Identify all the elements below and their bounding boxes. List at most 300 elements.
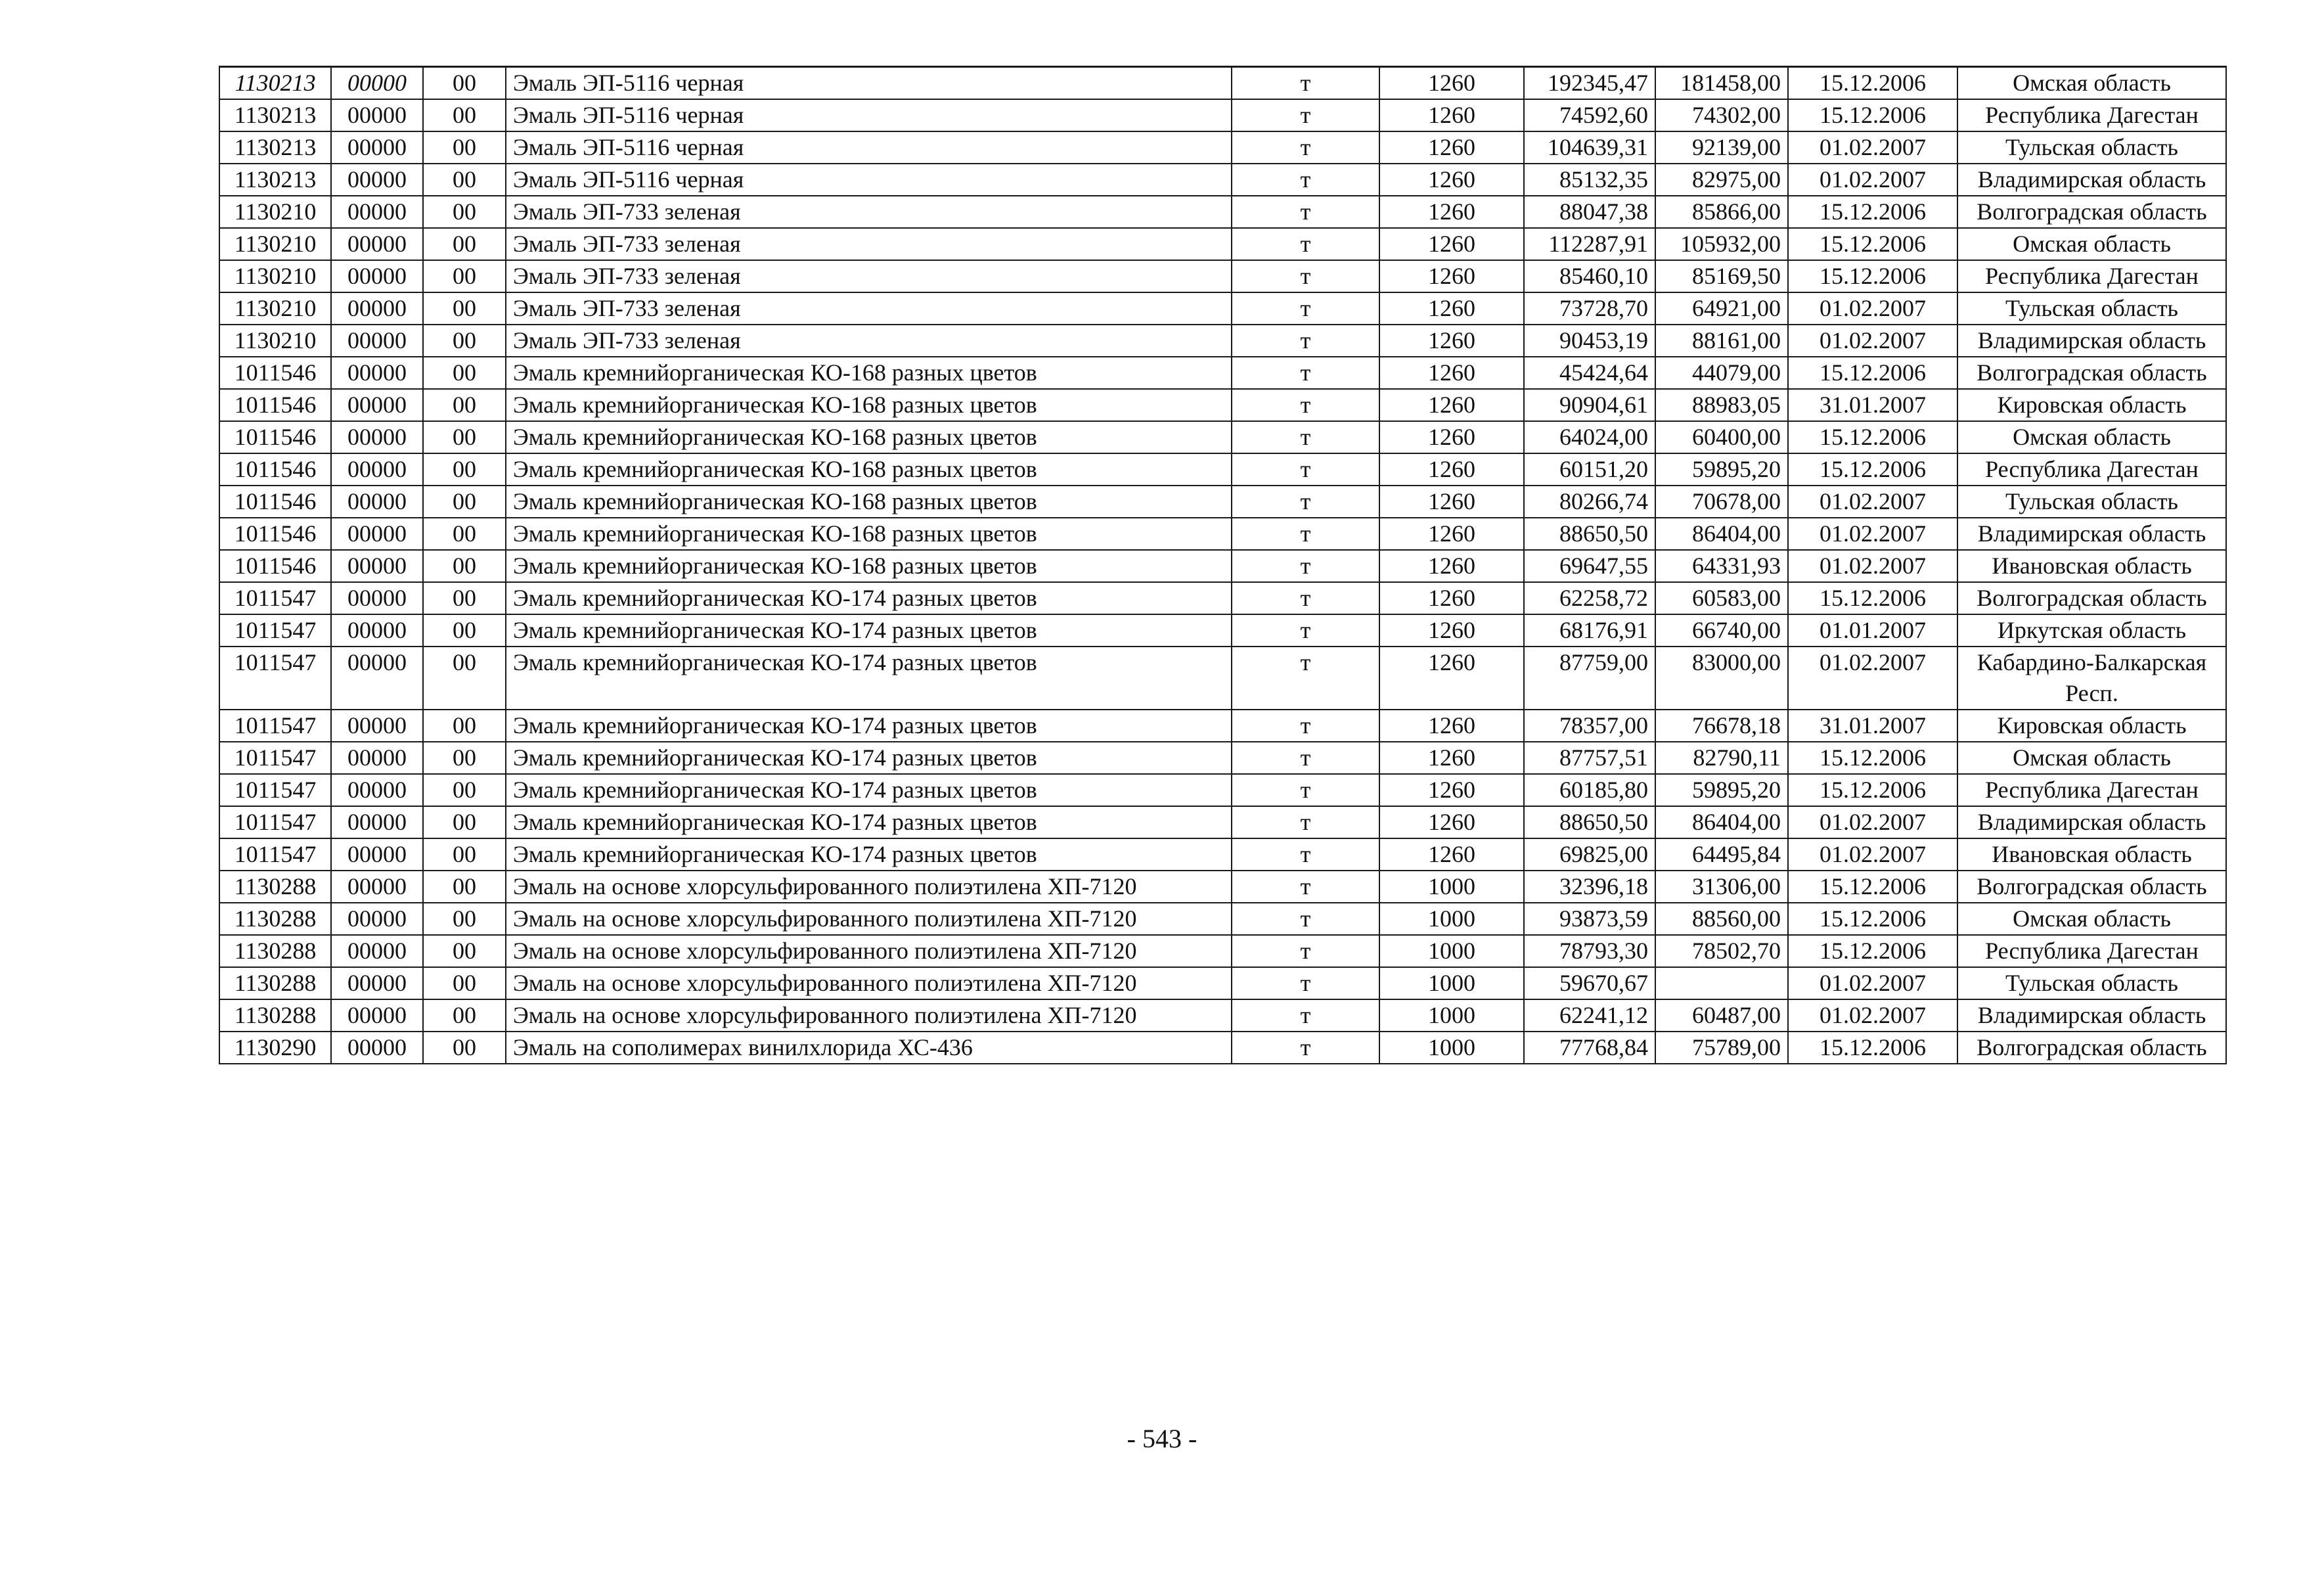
price-cell: 64024,00 [1524,421,1655,453]
price-cell: 32396,18 [1524,871,1655,903]
table-row [219,935,2226,967]
subcode-cell: 00000 [331,99,423,131]
price-cell: 86404,00 [1655,518,1788,550]
date-cell: 15.12.2006 [1788,742,1957,774]
date-cell: 01.02.2007 [1788,806,1957,838]
table-row [219,582,2226,614]
table-row [219,903,2226,935]
quantity-cell: 1000 [1379,935,1524,967]
item-code-cell: 1011547 [219,838,331,871]
price-cell: 181458,00 [1655,67,1788,100]
unit-cell: т [1232,453,1379,486]
price-cell: 59670,67 [1524,967,1655,999]
item-code-cell: 1011547 [219,582,331,614]
region-cell: Омская область [1957,228,2226,260]
subcode2-cell: 00 [423,67,506,100]
quantity-cell: 1000 [1379,967,1524,999]
quantity-cell: 1260 [1379,647,1524,710]
material-name-cell: Эмаль кремнийорганическая КО-168 разных цветов [506,453,1232,486]
subcode2-cell: 00 [423,292,506,325]
subcode2-cell: 00 [423,518,506,550]
item-code-cell: 1130210 [219,292,331,325]
subcode2-cell: 00 [423,774,506,806]
subcode-cell: 00000 [331,1032,423,1064]
unit-cell: т [1232,582,1379,614]
table-row [219,67,2226,100]
material-name-cell: Эмаль кремнийорганическая КО-168 разных цветов [506,357,1232,389]
table-row [219,99,2226,131]
subcode-cell: 00000 [331,164,423,196]
region-cell: Тульская область [1957,131,2226,164]
unit-cell: т [1232,260,1379,292]
date-cell: 15.12.2006 [1788,196,1957,228]
unit-cell: т [1232,99,1379,131]
quantity-cell: 1260 [1379,421,1524,453]
price-cell: 69825,00 [1524,838,1655,871]
date-cell: 15.12.2006 [1788,260,1957,292]
date-cell: 01.02.2007 [1788,518,1957,550]
subcode2-cell: 00 [423,903,506,935]
subcode2-cell: 00 [423,453,506,486]
region-cell: Омская область [1957,742,2226,774]
region-cell: Кабардино-Балкарская Респ. [1957,647,2226,710]
table-row [219,871,2226,903]
date-cell: 15.12.2006 [1788,67,1957,100]
subcode-cell: 00000 [331,196,423,228]
region-cell: Омская область [1957,421,2226,453]
price-cell: 82790,11 [1655,742,1788,774]
item-code-cell: 1011547 [219,710,331,742]
region-cell: Кировская область [1957,710,2226,742]
subcode2-cell: 00 [423,486,506,518]
subcode2-cell: 00 [423,1032,506,1064]
item-code-cell: 1130288 [219,903,331,935]
region-cell: Республика Дагестан [1957,935,2226,967]
date-cell: 31.01.2007 [1788,389,1957,421]
subcode2-cell: 00 [423,228,506,260]
date-cell: 15.12.2006 [1788,228,1957,260]
material-name-cell: Эмаль кремнийорганическая КО-174 разных цветов [506,742,1232,774]
quantity-cell: 1260 [1379,486,1524,518]
date-cell: 01.02.2007 [1788,164,1957,196]
subcode-cell: 00000 [331,453,423,486]
quantity-cell: 1260 [1379,838,1524,871]
subcode2-cell: 00 [423,935,506,967]
quantity-cell: 1260 [1379,67,1524,100]
quantity-cell: 1260 [1379,196,1524,228]
quantity-cell: 1260 [1379,228,1524,260]
date-cell: 01.02.2007 [1788,647,1957,710]
quantity-cell: 1260 [1379,582,1524,614]
item-code-cell: 1011547 [219,774,331,806]
region-cell: Ивановская область [1957,550,2226,582]
date-cell: 15.12.2006 [1788,935,1957,967]
price-cell: 77768,84 [1524,1032,1655,1064]
unit-cell: т [1232,647,1379,710]
table-row [219,742,2226,774]
material-name-cell: Эмаль на основе хлорсульфированного полиэтилена ХП-7120 [506,967,1232,999]
price-cell: 85169,50 [1655,260,1788,292]
price-cell: 88047,38 [1524,196,1655,228]
subcode2-cell: 00 [423,260,506,292]
region-cell: Тульская область [1957,292,2226,325]
quantity-cell: 1000 [1379,1032,1524,1064]
region-cell: Омская область [1957,903,2226,935]
subcode-cell: 00000 [331,774,423,806]
unit-cell: т [1232,196,1379,228]
date-cell: 01.02.2007 [1788,550,1957,582]
quantity-cell: 1260 [1379,774,1524,806]
subcode2-cell: 00 [423,131,506,164]
table-row [219,838,2226,871]
price-cell: 80266,74 [1524,486,1655,518]
subcode2-cell: 00 [423,999,506,1032]
subcode-cell: 00000 [331,550,423,582]
material-name-cell: Эмаль на сополимерах винилхлорида ХС-436 [506,1032,1232,1064]
unit-cell: т [1232,935,1379,967]
table-row [219,292,2226,325]
price-cell: 66740,00 [1655,614,1788,647]
date-cell: 15.12.2006 [1788,582,1957,614]
subcode-cell: 00000 [331,999,423,1032]
price-table [219,66,2227,1064]
region-cell: Владимирская область [1957,806,2226,838]
table-row [219,131,2226,164]
region-cell: Кировская область [1957,389,2226,421]
date-cell: 15.12.2006 [1788,1032,1957,1064]
material-name-cell: Эмаль ЭП-5116 черная [506,67,1232,100]
item-code-cell: 1011546 [219,357,331,389]
subcode-cell: 00000 [331,742,423,774]
price-cell: 62258,72 [1524,582,1655,614]
date-cell: 01.02.2007 [1788,292,1957,325]
price-cell: 86404,00 [1655,806,1788,838]
subcode2-cell: 00 [423,647,506,710]
price-cell: 92139,00 [1655,131,1788,164]
item-code-cell: 1011547 [219,806,331,838]
material-name-cell: Эмаль на основе хлорсульфированного полиэтилена ХП-7120 [506,903,1232,935]
unit-cell: т [1232,967,1379,999]
material-name-cell: Эмаль кремнийорганическая КО-174 разных цветов [506,614,1232,647]
unit-cell: т [1232,871,1379,903]
price-cell: 88161,00 [1655,325,1788,357]
price-cell: 74592,60 [1524,99,1655,131]
subcode-cell: 00000 [331,518,423,550]
quantity-cell: 1260 [1379,550,1524,582]
price-cell: 60185,80 [1524,774,1655,806]
price-cell: 104639,31 [1524,131,1655,164]
subcode-cell: 00000 [331,67,423,100]
quantity-cell: 1260 [1379,710,1524,742]
subcode-cell: 00000 [331,935,423,967]
date-cell: 15.12.2006 [1788,871,1957,903]
item-code-cell: 1011547 [219,742,331,774]
date-cell: 01.01.2007 [1788,614,1957,647]
material-name-cell: Эмаль ЭП-5116 черная [506,131,1232,164]
material-name-cell: Эмаль ЭП-5116 черная [506,164,1232,196]
material-name-cell: Эмаль ЭП-733 зеленая [506,260,1232,292]
subcode2-cell: 00 [423,196,506,228]
subcode2-cell: 00 [423,967,506,999]
unit-cell: т [1232,67,1379,100]
subcode2-cell: 00 [423,871,506,903]
region-cell: Тульская область [1957,486,2226,518]
subcode-cell: 00000 [331,582,423,614]
unit-cell: т [1232,838,1379,871]
price-cell: 88650,50 [1524,518,1655,550]
price-cell: 88560,00 [1655,903,1788,935]
price-cell: 78357,00 [1524,710,1655,742]
date-cell: 15.12.2006 [1788,453,1957,486]
date-cell: 15.12.2006 [1788,99,1957,131]
subcode2-cell: 00 [423,806,506,838]
unit-cell: т [1232,550,1379,582]
quantity-cell: 1260 [1379,325,1524,357]
region-cell: Республика Дагестан [1957,99,2226,131]
price-cell: 76678,18 [1655,710,1788,742]
region-cell: Республика Дагестан [1957,774,2226,806]
unit-cell: т [1232,421,1379,453]
price-cell: 69647,55 [1524,550,1655,582]
price-cell: 60400,00 [1655,421,1788,453]
material-name-cell: Эмаль кремнийорганическая КО-168 разных цветов [506,389,1232,421]
subcode-cell: 00000 [331,389,423,421]
region-cell: Волгоградская область [1957,196,2226,228]
unit-cell: т [1232,164,1379,196]
material-name-cell: Эмаль ЭП-5116 черная [506,99,1232,131]
unit-cell: т [1232,325,1379,357]
table-body [219,67,2226,1064]
price-cell: 60583,00 [1655,582,1788,614]
table-row [219,774,2226,806]
subcode-cell: 00000 [331,292,423,325]
item-code-cell: 1130213 [219,99,331,131]
price-cell: 64921,00 [1655,292,1788,325]
subcode2-cell: 00 [423,421,506,453]
quantity-cell: 1260 [1379,131,1524,164]
price-cell: 85866,00 [1655,196,1788,228]
date-cell: 31.01.2007 [1788,710,1957,742]
price-cell: 83000,00 [1655,647,1788,710]
quantity-cell: 1260 [1379,292,1524,325]
item-code-cell: 1130288 [219,967,331,999]
region-cell: Владимирская область [1957,325,2226,357]
table-row [219,325,2226,357]
region-cell: Ивановская область [1957,838,2226,871]
subcode-cell: 00000 [331,228,423,260]
subcode-cell: 00000 [331,131,423,164]
price-cell: 59895,20 [1655,453,1788,486]
price-cell: 78502,70 [1655,935,1788,967]
price-cell: 192345,47 [1524,67,1655,100]
subcode-cell: 00000 [331,260,423,292]
price-cell: 90453,19 [1524,325,1655,357]
unit-cell: т [1232,742,1379,774]
date-cell: 15.12.2006 [1788,903,1957,935]
item-code-cell: 1130213 [219,164,331,196]
unit-cell: т [1232,806,1379,838]
region-cell: Владимирская область [1957,164,2226,196]
material-name-cell: Эмаль ЭП-733 зеленая [506,292,1232,325]
item-code-cell: 1130210 [219,228,331,260]
subcode2-cell: 00 [423,357,506,389]
price-cell: 31306,00 [1655,871,1788,903]
subcode-cell: 00000 [331,967,423,999]
quantity-cell: 1260 [1379,806,1524,838]
table-row [219,260,2226,292]
date-cell: 01.02.2007 [1788,838,1957,871]
quantity-cell: 1260 [1379,357,1524,389]
date-cell: 01.02.2007 [1788,486,1957,518]
material-name-cell: Эмаль кремнийорганическая КО-168 разных цветов [506,421,1232,453]
price-cell: 105932,00 [1655,228,1788,260]
item-code-cell: 1011546 [219,518,331,550]
table-row [219,710,2226,742]
material-name-cell: Эмаль кремнийорганическая КО-174 разных цветов [506,774,1232,806]
unit-cell: т [1232,228,1379,260]
material-name-cell: Эмаль на основе хлорсульфированного полиэтилена ХП-7120 [506,999,1232,1032]
quantity-cell: 1000 [1379,903,1524,935]
table-row [219,550,2226,582]
price-cell: 44079,00 [1655,357,1788,389]
subcode2-cell: 00 [423,710,506,742]
material-name-cell: Эмаль на основе хлорсульфированного полиэтилена ХП-7120 [506,935,1232,967]
unit-cell: т [1232,389,1379,421]
material-name-cell: Эмаль ЭП-733 зеленая [506,196,1232,228]
price-cell: 45424,64 [1524,357,1655,389]
price-cell: 70678,00 [1655,486,1788,518]
price-cell: 64495,84 [1655,838,1788,871]
item-code-cell: 1130288 [219,871,331,903]
unit-cell: т [1232,486,1379,518]
material-name-cell: Эмаль кремнийорганическая КО-168 разных цветов [506,518,1232,550]
item-code-cell: 1130210 [219,196,331,228]
price-cell: 87757,51 [1524,742,1655,774]
price-cell: 85460,10 [1524,260,1655,292]
table-row [219,967,2226,999]
unit-cell: т [1232,292,1379,325]
date-cell: 01.02.2007 [1788,325,1957,357]
material-name-cell: Эмаль на основе хлорсульфированного полиэтилена ХП-7120 [506,871,1232,903]
subcode-cell: 00000 [331,838,423,871]
unit-cell: т [1232,614,1379,647]
region-cell: Республика Дагестан [1957,260,2226,292]
region-cell: Владимирская область [1957,518,2226,550]
price-cell: 88650,50 [1524,806,1655,838]
price-cell: 74302,00 [1655,99,1788,131]
subcode-cell: 00000 [331,421,423,453]
unit-cell: т [1232,1032,1379,1064]
unit-cell: т [1232,357,1379,389]
material-name-cell: Эмаль кремнийорганическая КО-168 разных цветов [506,550,1232,582]
quantity-cell: 1260 [1379,453,1524,486]
material-name-cell: Эмаль кремнийорганическая КО-174 разных цветов [506,582,1232,614]
item-code-cell: 1130213 [219,131,331,164]
item-code-cell: 1130210 [219,325,331,357]
price-cell: 60487,00 [1655,999,1788,1032]
quantity-cell: 1260 [1379,164,1524,196]
subcode-cell: 00000 [331,614,423,647]
price-cell: 88983,05 [1655,389,1788,421]
material-name-cell: Эмаль ЭП-733 зеленая [506,228,1232,260]
quantity-cell: 1260 [1379,742,1524,774]
subcode-cell: 00000 [331,871,423,903]
price-cell: 68176,91 [1524,614,1655,647]
material-name-cell: Эмаль ЭП-733 зеленая [506,325,1232,357]
price-cell [1655,967,1788,999]
quantity-cell: 1000 [1379,999,1524,1032]
subcode2-cell: 00 [423,550,506,582]
material-name-cell: Эмаль кремнийорганическая КО-174 разных цветов [506,806,1232,838]
date-cell: 15.12.2006 [1788,774,1957,806]
table-row [219,228,2226,260]
price-cell: 90904,61 [1524,389,1655,421]
subcode-cell: 00000 [331,647,423,710]
region-cell: Волгоградская область [1957,357,2226,389]
unit-cell: т [1232,903,1379,935]
material-name-cell: Эмаль кремнийорганическая КО-174 разных цветов [506,710,1232,742]
price-cell: 59895,20 [1655,774,1788,806]
table-row [219,518,2226,550]
table-row [219,357,2226,389]
price-cell: 62241,12 [1524,999,1655,1032]
unit-cell: т [1232,518,1379,550]
item-code-cell: 1130290 [219,1032,331,1064]
item-code-cell: 1011547 [219,647,331,710]
table-row [219,164,2226,196]
table-row [219,806,2226,838]
item-code-cell: 1130288 [219,999,331,1032]
date-cell: 01.02.2007 [1788,999,1957,1032]
date-cell: 01.02.2007 [1788,967,1957,999]
region-cell: Омская область [1957,67,2226,100]
table-row [219,453,2226,486]
subcode-cell: 00000 [331,486,423,518]
subcode2-cell: 00 [423,582,506,614]
subcode-cell: 00000 [331,710,423,742]
quantity-cell: 1260 [1379,99,1524,131]
quantity-cell: 1260 [1379,389,1524,421]
region-cell: Волгоградская область [1957,582,2226,614]
subcode2-cell: 00 [423,838,506,871]
item-code-cell: 1011546 [219,550,331,582]
region-cell: Владимирская область [1957,999,2226,1032]
subcode2-cell: 00 [423,325,506,357]
quantity-cell: 1260 [1379,260,1524,292]
table-row [219,999,2226,1032]
material-name-cell: Эмаль кремнийорганическая КО-174 разных цветов [506,647,1232,710]
price-cell: 73728,70 [1524,292,1655,325]
price-cell: 87759,00 [1524,647,1655,710]
price-cell: 75789,00 [1655,1032,1788,1064]
subcode2-cell: 00 [423,614,506,647]
unit-cell: т [1232,131,1379,164]
quantity-cell: 1000 [1379,871,1524,903]
item-code-cell: 1130288 [219,935,331,967]
price-cell: 82975,00 [1655,164,1788,196]
page-number: - 543 - [1127,1424,1197,1453]
subcode2-cell: 00 [423,99,506,131]
region-cell: Тульская область [1957,967,2226,999]
price-cell: 64331,93 [1655,550,1788,582]
region-cell: Иркутская область [1957,614,2226,647]
material-name-cell: Эмаль кремнийорганическая КО-174 разных цветов [506,838,1232,871]
quantity-cell: 1260 [1379,614,1524,647]
table-row [219,647,2226,710]
table-row [219,421,2226,453]
region-cell: Волгоградская область [1957,871,2226,903]
table-row [219,486,2226,518]
